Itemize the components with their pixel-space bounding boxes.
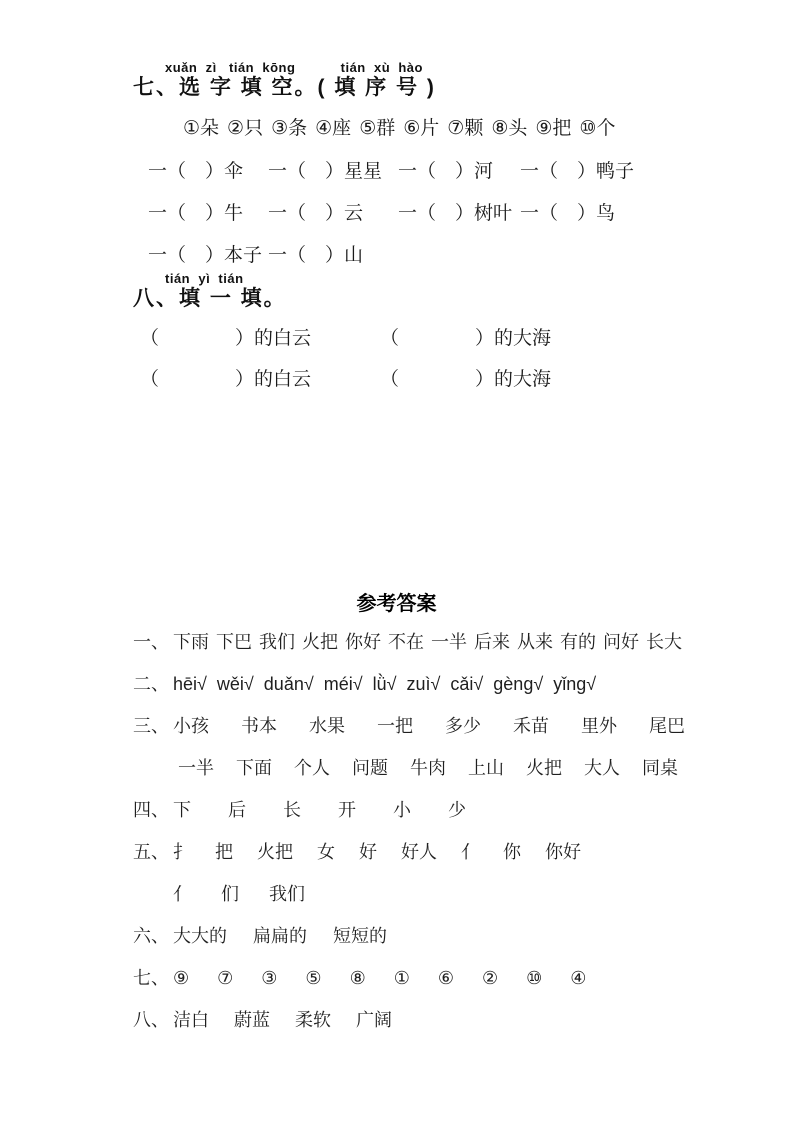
list-item: 少 [448, 800, 466, 820]
list-item: ① [393, 968, 410, 988]
list-item: 不在 [388, 632, 424, 652]
list-item: 一（ ）鸭子 [520, 161, 635, 182]
answer-line-4 [133, 799, 753, 821]
list-item: 一（ ）牛 [148, 203, 244, 224]
list-item: 一（ ）山 [268, 245, 364, 266]
answer-line-1 [133, 631, 753, 653]
answer-line-8-items [173, 1009, 392, 1031]
list-item: 个人 [294, 758, 330, 778]
list-item: ①朵 [183, 118, 220, 139]
answer-line-5-items [173, 841, 581, 863]
list-item: 火把 [302, 632, 338, 652]
answer-line-3-continued [133, 757, 753, 779]
list-item: 扁扁的 [253, 926, 307, 946]
list-item: 一（ ）鸟 [520, 203, 616, 224]
list-item: lǜ√ [372, 674, 397, 694]
answer-line-2-label: 二、 [133, 674, 169, 694]
list-item: 里外 [581, 716, 617, 736]
list-item: 小 [393, 800, 411, 820]
list-item: ②只 [227, 118, 264, 139]
section-7-blank-row-1 [148, 160, 753, 183]
list-item: 好人 [401, 842, 437, 862]
list-item: wěi√ [216, 674, 254, 694]
list-item: 一（ ）本子 [148, 245, 263, 266]
list-item: 你 [503, 842, 521, 862]
list-item: 我们 [269, 884, 305, 904]
list-item: （ ）的白云 [140, 328, 312, 349]
answer-line-1-label: 一、 [133, 632, 169, 652]
list-item: ⑨把 [535, 118, 572, 139]
answer-line-4-label: 四、 [133, 800, 169, 820]
list-item: 长 [283, 800, 301, 820]
list-item: ⑦颗 [447, 118, 484, 139]
answer-line-1-items [173, 631, 682, 653]
list-item: ④座 [315, 118, 352, 139]
list-item: 同桌 [642, 758, 678, 778]
list-item: 扌 [173, 842, 191, 862]
list-item: ⑤ [305, 968, 322, 988]
list-item: 我们 [259, 632, 295, 652]
list-item: 火把 [526, 758, 562, 778]
section-8-title-text: 填 一 填。 [179, 287, 287, 310]
list-item: 短短的 [333, 926, 387, 946]
list-item: 下面 [236, 758, 272, 778]
answer-line-3-label: 三、 [133, 716, 169, 736]
list-item: 一（ ）河 [398, 161, 494, 182]
list-item: 长大 [646, 632, 682, 652]
section-7-number: 七、 [133, 76, 179, 99]
list-item: 下巴 [216, 632, 252, 652]
answer-line-5b-items [173, 883, 305, 905]
answer-line-2-items [173, 673, 596, 695]
list-item: 一半 [178, 758, 214, 778]
list-item: 一半 [431, 632, 467, 652]
list-item: ⑦ [217, 968, 234, 988]
list-item: ⑩ [526, 968, 543, 988]
answer-line-3b-items [173, 757, 678, 779]
list-item: 把 [215, 842, 233, 862]
section-7-blank-row-2 [148, 202, 753, 225]
section-7-title [133, 76, 753, 100]
answer-line-7-label: 七、 [133, 968, 169, 988]
answer-line-5-continued [133, 883, 753, 905]
list-item: 你好 [345, 632, 381, 652]
answer-line-7 [133, 967, 753, 989]
list-item: 大人 [584, 758, 620, 778]
list-item: 问好 [603, 632, 639, 652]
list-item: 们 [221, 884, 239, 904]
answer-line-5 [133, 841, 753, 863]
list-item: 柔软 [295, 1010, 331, 1030]
list-item: 下雨 [173, 632, 209, 652]
list-item: 禾苗 [513, 716, 549, 736]
list-item: 一（ ）星星 [268, 161, 383, 182]
list-item: 小孩 [173, 716, 209, 736]
list-item: ③ [261, 968, 278, 988]
section-8-pinyin: tián yì tián [165, 271, 244, 286]
list-item: 洁白 [173, 1010, 209, 1030]
list-item: 一（ ）树叶 [398, 203, 513, 224]
list-item: 一（ ）云 [268, 203, 364, 224]
list-item: 后 [228, 800, 246, 820]
section-8-fill-in [133, 271, 753, 391]
list-item: 亻 [173, 884, 191, 904]
answer-line-6-items [173, 925, 387, 947]
list-item: ④ [570, 968, 587, 988]
list-item: 水果 [309, 716, 345, 736]
section-8-blank-row-2 [140, 368, 753, 391]
answer-line-8-label: 八、 [133, 1010, 169, 1030]
list-item: （ ）的白云 [140, 369, 312, 390]
section-8-number: 八、 [133, 287, 179, 310]
section-8-title [133, 287, 753, 311]
answers-heading: 参考答案 [356, 593, 437, 615]
list-item: 一把 [377, 716, 413, 736]
list-item: 亻 [461, 842, 479, 862]
list-item: 广阔 [356, 1010, 392, 1030]
list-item: 火把 [257, 842, 293, 862]
answer-line-8 [133, 1009, 753, 1031]
list-item: ③条 [271, 118, 308, 139]
list-item: 开 [338, 800, 356, 820]
list-item: 下 [173, 800, 191, 820]
list-item: 牛肉 [410, 758, 446, 778]
answers-block [133, 631, 753, 1051]
list-item: 你好 [545, 842, 581, 862]
answer-line-7-items [173, 967, 586, 989]
section-7-pinyin: xuǎn zì tián kōng tián xù hào [165, 60, 423, 75]
list-item: 大大的 [173, 926, 227, 946]
answer-line-6 [133, 925, 753, 947]
list-item: 多少 [445, 716, 481, 736]
list-item: 上山 [468, 758, 504, 778]
list-item: 一（ ）伞 [148, 161, 244, 182]
list-item: ② [481, 968, 499, 988]
list-item: 好 [359, 842, 377, 862]
list-item: （ ）的大海 [380, 328, 552, 349]
list-item: gèng√ [493, 674, 544, 694]
list-item: 问题 [352, 758, 388, 778]
list-item: 从来 [517, 632, 553, 652]
list-item: 有的 [560, 632, 596, 652]
list-item: 后来 [474, 632, 510, 652]
answer-line-4-items [173, 799, 466, 821]
list-item: cǎi√ [450, 674, 484, 694]
answer-line-3-items [173, 715, 685, 737]
list-item: 书本 [241, 716, 277, 736]
list-item: ⑧头 [491, 118, 528, 139]
answer-line-5-label: 五、 [133, 842, 169, 862]
list-item: hēi√ [173, 674, 207, 694]
list-item: ⑥片 [403, 118, 440, 139]
list-item: duǎn√ [263, 674, 314, 694]
answer-line-3 [133, 715, 753, 737]
list-item: yǐng√ [553, 674, 597, 694]
answer-line-2 [133, 673, 753, 695]
list-item: ⑥ [437, 968, 454, 988]
list-item: zuì√ [406, 674, 441, 694]
list-item: （ ）的大海 [380, 369, 552, 390]
section-7-title-text: 选 字 填 空。( 填 序 号 ) [179, 76, 436, 99]
section-7-option-list [183, 117, 753, 140]
list-item: 蔚蓝 [234, 1010, 270, 1030]
list-item: ⑧ [349, 968, 366, 988]
list-item: 女 [317, 842, 335, 862]
list-item: ⑨ [173, 968, 190, 988]
section-8-blank-row-1 [140, 327, 753, 350]
list-item: ⑩个 [579, 118, 616, 139]
list-item: méi√ [323, 674, 363, 694]
answer-line-6-label: 六、 [133, 926, 169, 946]
list-item: 尾巴 [649, 716, 685, 736]
list-item: ⑤群 [359, 118, 396, 139]
section-7-blank-row-3 [148, 244, 753, 267]
section-7-choose-word [133, 60, 753, 267]
